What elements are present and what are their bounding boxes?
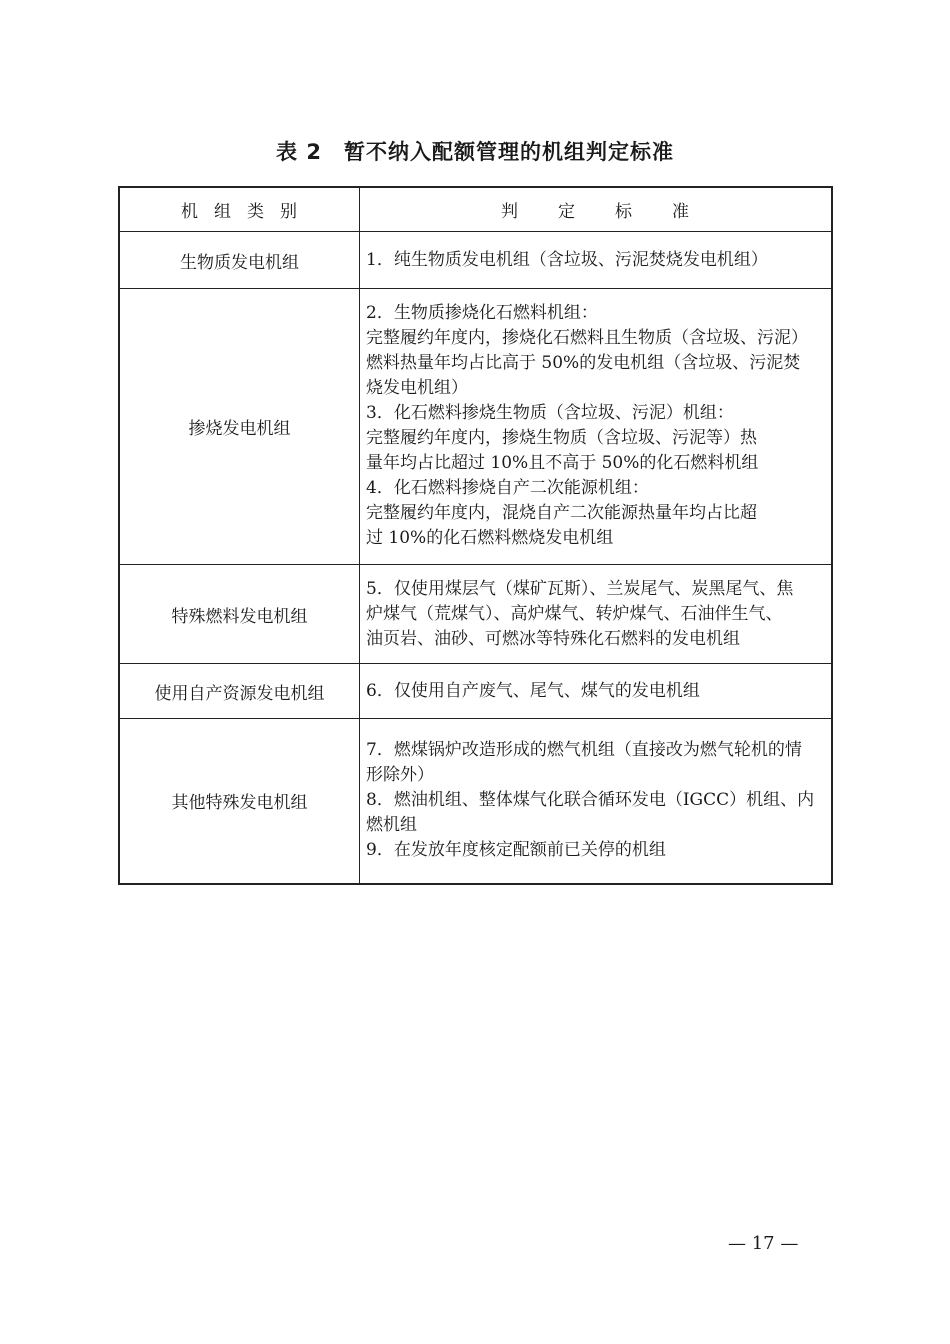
table-row	[119, 289, 832, 565]
criteria-line: 量年均占比超过 10%且不高于 50%的化石燃料机组	[366, 453, 759, 473]
criteria-line: 炉煤气（荒煤气）、高炉煤气、转炉煤气、石油伴生气、	[366, 603, 783, 624]
page-title: 表 2 暂不纳入配额管理的机组判定标准	[276, 140, 674, 164]
criteria-line: 4．化石燃料掺烧自产二次能源机组：	[366, 478, 649, 498]
table-header-row	[119, 187, 832, 232]
criteria-line: 1．纯生物质发电机组（含垃圾、污泥焚烧发电机组）	[366, 249, 768, 270]
page-number: — 17 —	[728, 1233, 799, 1254]
row-criteria	[360, 664, 833, 719]
header-category: 机组类别	[119, 187, 360, 232]
row-category: 掺烧发电机组	[119, 289, 360, 565]
criteria-table	[118, 186, 833, 885]
row-criteria	[360, 565, 833, 664]
criteria-line: 5．仅使用煤层气（煤矿瓦斯）、兰炭尾气、炭黑尾气、焦	[366, 578, 794, 599]
table-row	[119, 719, 832, 884]
criteria-line: 完整履约年度内，混烧自产二次能源热量年均占比超	[366, 503, 757, 523]
criteria-line: 3．化石燃料掺烧生物质（含垃圾、污泥）机组：	[366, 403, 734, 423]
criteria-line: 烧发电机组）	[366, 378, 468, 398]
criteria-line: 8．燃油机组、整体煤气化联合循环发电（IGCC）机组、内	[366, 790, 815, 811]
criteria-line: 9．在发放年度核定配额前已关停的机组	[366, 840, 666, 861]
table-row	[119, 565, 832, 664]
row-category: 使用自产资源发电机组	[119, 664, 360, 719]
criteria-line: 7．燃煤锅炉改造形成的燃气机组（直接改为燃气轮机的情	[366, 740, 802, 761]
row-criteria	[360, 289, 833, 565]
row-criteria	[360, 719, 833, 884]
table-row	[119, 232, 832, 289]
row-criteria	[360, 232, 833, 289]
criteria-line: 6．仅使用自产废气、尾气、煤气的发电机组	[366, 680, 700, 701]
row-category: 生物质发电机组	[119, 232, 360, 289]
table-row	[119, 664, 832, 719]
criteria-line: 燃机组	[366, 815, 417, 836]
criteria-line: 油页岩、油砂、可燃冰等特殊化石燃料的发电机组	[366, 628, 740, 649]
criteria-line: 2．生物质掺烧化石燃料机组：	[366, 303, 598, 323]
criteria-line: 形除外）	[366, 765, 434, 786]
row-category: 其他特殊发电机组	[119, 719, 360, 884]
criteria-line: 过 10%的化石燃料燃烧发电机组	[366, 528, 614, 548]
header-criteria: 判定标准	[360, 187, 833, 232]
criteria-line: 完整履约年度内，掺烧生物质（含垃圾、污泥等）热	[366, 428, 757, 448]
criteria-line: 完整履约年度内，掺烧化石燃料且生物质（含垃圾、污泥）	[366, 328, 808, 348]
row-category: 特殊燃料发电机组	[119, 565, 360, 664]
criteria-line: 燃料热量年均占比高于 50%的发电机组（含垃圾、污泥焚	[366, 353, 801, 373]
